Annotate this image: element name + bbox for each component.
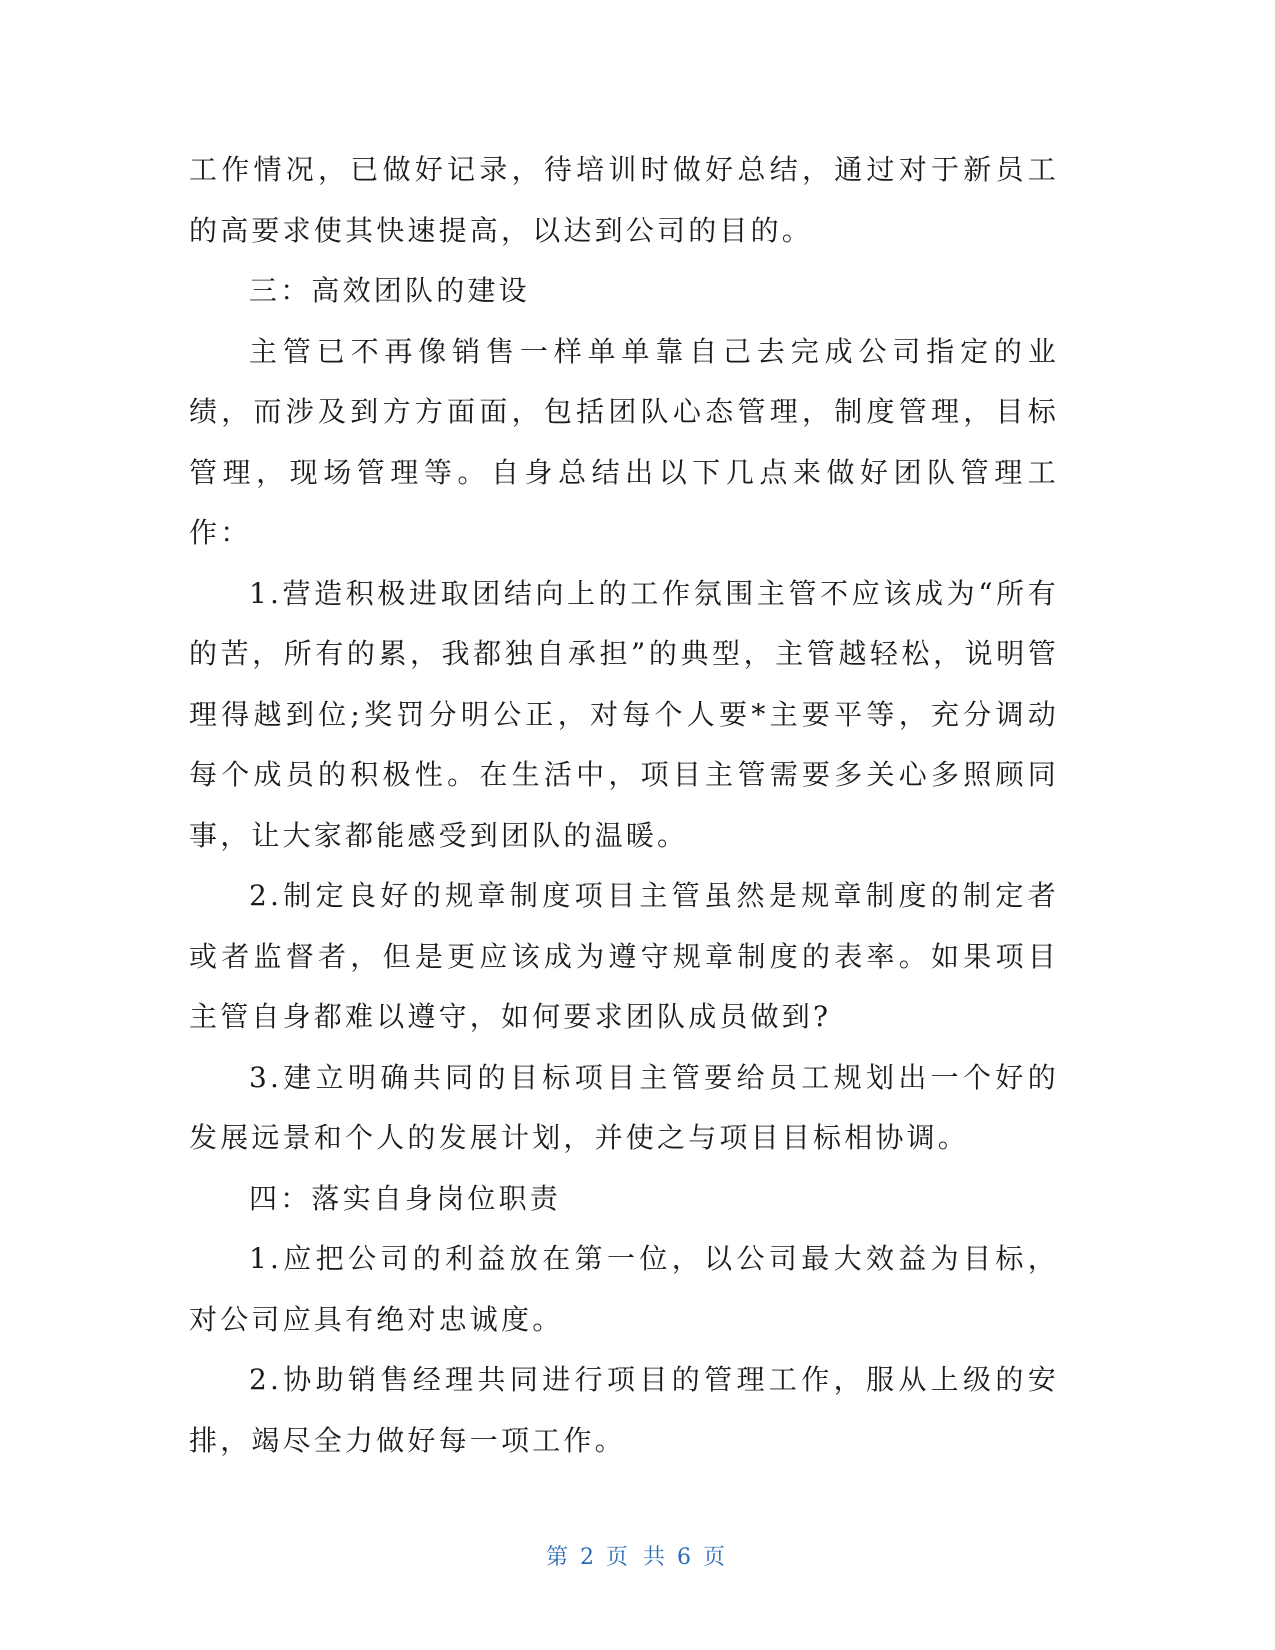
footer-prefix: 第 — [545, 1545, 572, 1570]
page-footer — [0, 1540, 1275, 1571]
footer-suffix: 页 — [703, 1545, 730, 1570]
body-text — [189, 140, 1059, 1471]
footer-current-page: 2 — [580, 1545, 598, 1570]
section-heading-four: 四：落实自身岗位职责 — [249, 1181, 562, 1215]
list-item-rules: 2.制定良好的规章制度项目主管虽然是规章制度的制定者或者监督者，但是更应该成为遵守规章制度的表率。如果项目主管自身都难以遵守，如何要求团队成员做到? — [189, 879, 1059, 1033]
paragraph-team-intro: 主管已不再像销售一样单单靠自己去完成公司指定的业绩，而涉及到方方面面，包括团队心态管理，制度管理，目标管理，现场管理等。自身总结出以下几点来做好团队管理工作： — [189, 334, 1059, 549]
footer-middle: 页 共 — [606, 1545, 669, 1570]
list-item-assist-manager: 2.协助销售经理共同进行项目的管理工作，服从上级的安排，竭尽全力做好每一项工作。 — [189, 1363, 1059, 1457]
list-item-atmosphere: 1.营造积极进取团结向上的工作氛围主管不应该成为“所有的苦，所有的累，我都独自承担”的典型，主管越轻松，说明管理得越到位;奖罚分明公正，对每个人要*主要平等，充分调动每个成员的积极性。在生活中，项目主管需要多关心多照顾同事，让大家都能感受到团队的温暖。 — [189, 576, 1059, 852]
paragraph-continuation: 工作情况，已做好记录，待培训时做好总结，通过对于新员工的高要求使其快速提高，以达到公司的目的。 — [189, 153, 1059, 247]
section-heading-three: 三：高效团队的建设 — [249, 274, 530, 307]
list-item-company-interest: 1.应把公司的利益放在第一位，以公司最大效益为目标，对公司应具有绝对忠诚度。 — [189, 1242, 1059, 1336]
list-item-goals: 3.建立明确共同的目标项目主管要给员工规划出一个好的发展远景和个人的发展计划，并使之与项目目标相协调。 — [189, 1060, 1059, 1154]
footer-total-pages: 6 — [677, 1545, 695, 1570]
